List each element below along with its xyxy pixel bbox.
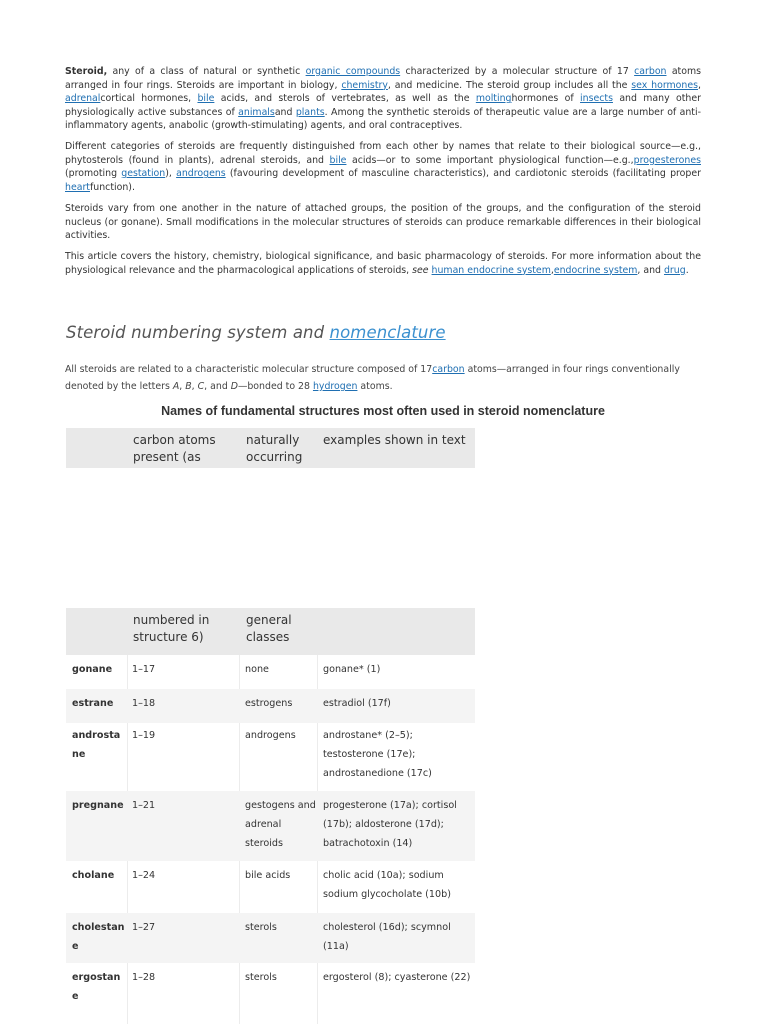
cell-examples: progesterone (17a); cortisol (17b); aldosterone (17d); batrachotoxin (14) — [323, 800, 457, 849]
ring-letter: C — [197, 381, 205, 392]
cell-carbon-atoms: 1–17 — [132, 664, 156, 675]
text: acids—or to some important physiological function—e.g., — [346, 154, 634, 166]
link-plants[interactable]: plants — [295, 106, 325, 118]
cell-structure-name: androstane — [72, 730, 121, 760]
text: function). — [90, 181, 135, 193]
link-androgens[interactable]: androgens — [176, 168, 226, 180]
text: (favouring development of masculine characteristics), and cardiotonic steroids (facilitating proper — [225, 168, 701, 180]
link-insects[interactable]: insects — [580, 93, 613, 105]
table-row — [66, 913, 475, 963]
text: atoms. — [357, 381, 393, 392]
text: All steroids are related to a characteristic molecular structure composed of 17 — [65, 364, 433, 375]
cell-carbon-atoms: 1–18 — [132, 698, 156, 709]
term-steroid: Steroid, — [65, 66, 108, 77]
table-row — [66, 723, 475, 791]
cell-examples: androstane* (2–5); testosterone (17e); androstanedione (17c) — [323, 730, 432, 779]
header-numbered-in-structure: numbered in structure 6) — [133, 613, 210, 644]
text: any of a class of natural or synthetic — [107, 66, 306, 77]
paragraph-variation: Steroids vary from one another in the nature of attached groups, the position of the groups, and the configuration of the steroid nucleus (or gonane). Small modifications in the molecular structures of steroids can produce remarkable differences in their biological activities. — [65, 203, 701, 242]
link-adrenal[interactable]: adrenal — [65, 93, 101, 105]
ring-letter: B — [185, 381, 192, 392]
link-heart[interactable]: heart — [65, 181, 90, 193]
cell-classes: estrogens — [245, 698, 293, 709]
link-bile[interactable]: bile — [197, 93, 215, 105]
cell-carbon-atoms: 1–28 — [132, 972, 156, 983]
cell-classes: sterols — [245, 922, 277, 933]
table-header-top — [66, 428, 475, 468]
link-progesterones[interactable]: progesterones — [633, 154, 701, 166]
text: . Among the synthetic steroids of therapeutic value are a large number of anti-inflammatory agents, anabolic (growth-stimulating) agents, and oral contraceptives. — [65, 106, 701, 132]
ring-letter: A — [172, 381, 180, 392]
cell-examples: cholesterol (16d); scymnol (11a) — [323, 922, 451, 952]
link-bile[interactable]: bile — [329, 154, 347, 166]
text: , — [550, 264, 554, 276]
cell-structure-name: cholestane — [72, 922, 125, 952]
link-drug[interactable]: drug — [663, 264, 686, 276]
text: Different categories of steroids are frequently distinguished from each other by names that relate to their biological source—e.g., phytosterols (found in plants), adrenal steroids, and — [65, 141, 701, 166]
text: . — [685, 264, 689, 276]
link-gestation[interactable]: gestation — [121, 168, 166, 180]
link-sex-hormones[interactable]: sex hormones — [631, 79, 699, 91]
text: (promoting — [65, 168, 122, 180]
paragraph-definition — [65, 65, 701, 133]
text: and many other physiologically active substances of — [65, 93, 701, 118]
text: acids, and sterols of vertebrates, as well as the — [214, 93, 476, 105]
header-examples: examples shown in text — [323, 433, 466, 447]
cell-carbon-atoms: 1–21 — [132, 800, 156, 811]
cell-examples: estradiol (17f) — [323, 698, 391, 709]
table-caption: Names of fundamental structures most often used in steroid nomenclature — [161, 404, 605, 418]
link-chemistry[interactable]: chemistry — [341, 79, 388, 91]
link-endocrine-system[interactable]: endocrine system — [553, 264, 638, 276]
section-heading — [66, 323, 446, 342]
text: —bonded to 28 — [237, 381, 313, 392]
table-row — [66, 791, 475, 861]
cell-structure-name: cholane — [72, 870, 115, 881]
text: cortical hormones, — [100, 93, 198, 105]
cell-classes: none — [245, 664, 269, 675]
cell-examples: ergosterol (8); cyasterone (22) — [323, 972, 471, 983]
paragraph-coverage — [65, 250, 701, 277]
link-animals[interactable]: animals — [238, 106, 275, 118]
text: This article covers the history, chemistry, biological significance, and basic pharmacology of steroids. For more information about the physiological relevance and the pharmacological applications of steroids, — [65, 251, 701, 276]
link-nomenclature[interactable]: nomenclature — [329, 323, 446, 342]
cell-examples: cholic acid (10a); sodium sodium glycocholate (10b) — [323, 870, 451, 900]
cell-structure-name: gonane — [72, 664, 113, 675]
cell-structure-name: ergostane — [72, 972, 121, 1002]
cell-classes: androgens — [245, 730, 296, 741]
link-carbon[interactable]: carbon — [634, 66, 667, 77]
text: and — [274, 106, 296, 118]
table-row — [66, 661, 475, 689]
header-general-classes: general classes — [246, 613, 292, 644]
link-carbon[interactable]: carbon — [432, 364, 465, 375]
link-human-endocrine-system[interactable]: human endocrine system — [431, 264, 551, 276]
text: atoms—arranged in four rings conventionally denoted by the letters — [65, 364, 680, 392]
text: atoms arranged in four rings. Steroids are important in biology, — [65, 66, 701, 91]
cell-classes: sterols — [245, 972, 277, 983]
cell-classes: bile acids — [245, 870, 291, 881]
cell-carbon-atoms: 1–24 — [132, 870, 156, 881]
header-carbon-atoms: carbon atoms present (as — [133, 433, 216, 464]
cell-structure-name: pregnane — [72, 800, 124, 811]
cell-structure-name: estrane — [72, 698, 114, 709]
see-label: see — [412, 264, 429, 276]
table-row — [66, 861, 475, 913]
text: , — [179, 381, 186, 392]
link-hydrogen[interactable]: hydrogen — [312, 381, 358, 392]
ring-letter: D — [230, 381, 238, 392]
header-naturally-occurring: naturally occurring — [246, 433, 303, 464]
link-molting[interactable]: molting — [475, 93, 512, 105]
link-organic-compounds[interactable]: organic compounds — [305, 66, 401, 77]
table-header-continued — [66, 608, 475, 655]
cell-carbon-atoms: 1–19 — [132, 730, 156, 741]
text: , and medicine. The steroid group includes all the — [387, 79, 632, 91]
text: ), — [165, 168, 177, 180]
heading-text: Steroid numbering system and — [66, 323, 330, 342]
cell-classes: gestogens and adrenal steroids — [245, 800, 316, 849]
cell-examples: gonane* (1) — [323, 664, 381, 675]
text: hormones of — [511, 93, 581, 105]
text: , and — [637, 264, 664, 276]
table-row — [66, 963, 475, 1024]
text: , and — [204, 381, 231, 392]
section-intro — [65, 361, 701, 395]
cell-carbon-atoms: 1–27 — [132, 922, 156, 933]
text: , — [191, 381, 198, 392]
paragraph-categories — [65, 140, 701, 194]
table-row — [66, 689, 475, 723]
text: , — [698, 79, 701, 91]
text: characterized by a molecular structure of 17 — [400, 66, 635, 77]
